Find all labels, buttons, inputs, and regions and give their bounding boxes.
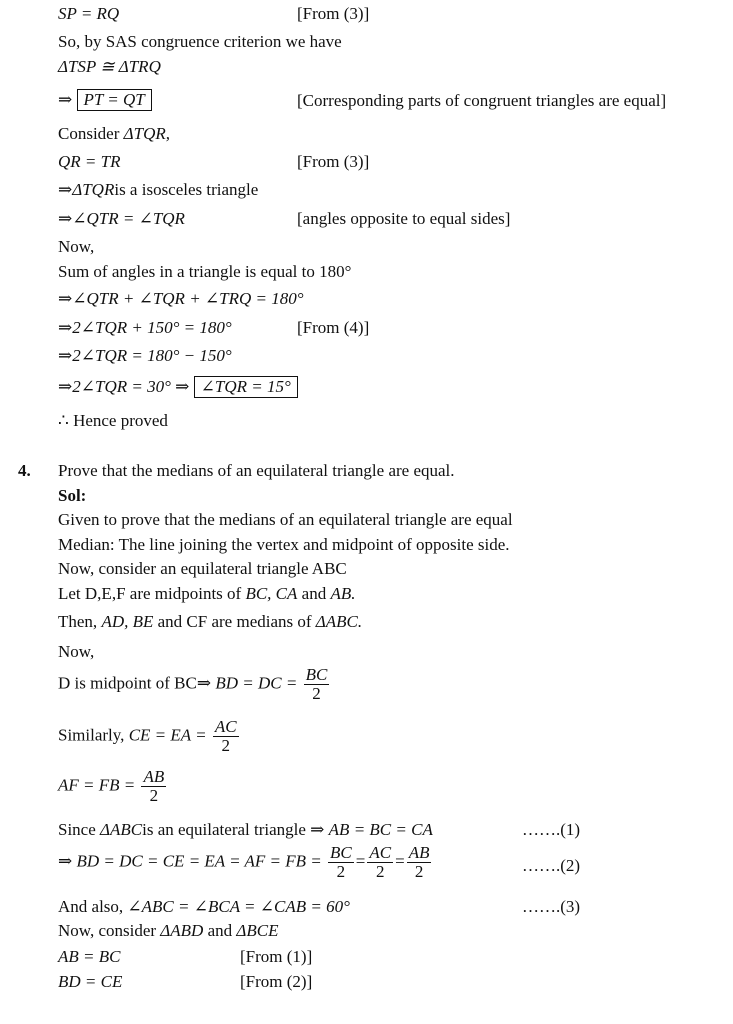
sol-line-midpoints: Let D,E,F are midpoints of BC, CA and AB. (58, 584, 356, 603)
boxed-final: ∠TQR = 15° (194, 376, 298, 398)
line-consider: Consider ΔTQR, (58, 124, 170, 143)
fraction-ab-2: $\frac{AB}{2}$ (143, 767, 165, 805)
note-cpct: [Corresponding parts of congruent triangles are equal] (297, 91, 667, 110)
line-hence-proved: ∴ Hence proved (58, 411, 168, 430)
sol-line-bd-dc: D is midpoint of BC⇒ BD = DC = $\frac{BC}{2}$ (58, 665, 328, 703)
sol-line-median-def: Median: The line joining the vertex and midpoint of opposite side. (58, 535, 510, 554)
boxed-result: PT = QT (77, 89, 152, 111)
note-from-3b: [From (3)] (297, 152, 370, 171)
line-isosceles: ⇒ΔTQRis a isosceles triangle (58, 180, 259, 199)
sol-line-now: Now, (58, 642, 95, 661)
line-2tqr-150: ⇒2∠TQR + 150° = 180° (58, 318, 232, 337)
note-from-2: [From (2)] (240, 972, 313, 991)
sol-line-ab-bc: AB = BC (58, 947, 121, 966)
fraction-bc-2: $\frac{BC}{2}$ (305, 665, 328, 703)
sol-line-bd-ce: BD = CE (58, 972, 123, 991)
line-tqr-15: ⇒2∠TQR = 30° ⇒ ∠TQR = 15° (58, 376, 298, 398)
note-from-4: [From (4)] (297, 318, 370, 337)
sol-label: Sol: (58, 486, 87, 505)
line-angles-eq: ⇒∠QTR = ∠TQR (58, 209, 185, 228)
eq-ref-2: …….(2) (522, 856, 581, 875)
note-from-1: [From (1)] (240, 947, 313, 966)
sol-line-af-fb: AF = FB = $\frac{AB}{2}$ (58, 767, 165, 805)
question-number: 4. (18, 461, 31, 480)
sol-line-given: Given to prove that the medians of an equilateral triangle are equal (58, 510, 513, 529)
line-sas: So, by SAS congruence criterion we have (58, 32, 342, 51)
sol-line-consider-triangles: Now, consider ΔABD and ΔBCE (58, 921, 279, 940)
sol-line-equilateral: Since ΔABCis an equilateral triangle ⇒ AB = BC = CA (58, 820, 433, 839)
sol-line-consider: Now, consider an equilateral triangle ABC (58, 559, 347, 578)
line-2tqr-diff: ⇒2∠TQR = 180° − 150° (58, 346, 232, 365)
sol-line-ce-ea: Similarly, CE = EA = $\frac{AC}{2}$ (58, 717, 237, 755)
fraction-ac-2b: $\frac{AC}{2}$ (369, 843, 392, 881)
question-text: Prove that the medians of an equilateral triangle are equal. (58, 461, 455, 480)
line-sp-rq: SP = RQ (58, 4, 120, 23)
fraction-bc-2b: $\frac{BC}{2}$ (330, 843, 352, 881)
eq-ref-1: …….(1) (522, 820, 581, 839)
line-congruent: ΔTSP ≅ ΔTRQ (58, 57, 161, 76)
sol-line-all-equal: ⇒ BD = DC = CE = EA = AF = FB = $\frac{BC}{2}$ = $\frac{AC}{2}$ = $\frac{AB}{2}$ (58, 843, 430, 881)
note-from-3: [From (3)] (297, 4, 370, 23)
fraction-ac-2: $\frac{AC}{2}$ (214, 717, 237, 755)
fraction-ab-2b: $\frac{AB}{2}$ (408, 843, 430, 881)
sol-line-medians: Then, AD, BE and CF are medians of ΔABC. (58, 612, 363, 631)
line-pt-qt: ⇒ PT = QT (58, 89, 152, 111)
sol-line-angles-60: And also, ∠ABC = ∠BCA = ∠CAB = 60° (58, 897, 350, 916)
line-now: Now, (58, 237, 95, 256)
line-sum-angles: Sum of angles in a triangle is equal to 180° (58, 262, 352, 281)
eq-ref-3: …….(3) (522, 897, 581, 916)
line-angle-sum: ⇒∠QTR + ∠TQR + ∠TRQ = 180° (58, 289, 304, 308)
note-opposite-sides: [angles opposite to equal sides] (297, 209, 511, 228)
line-qr-tr: QR = TR (58, 152, 121, 171)
